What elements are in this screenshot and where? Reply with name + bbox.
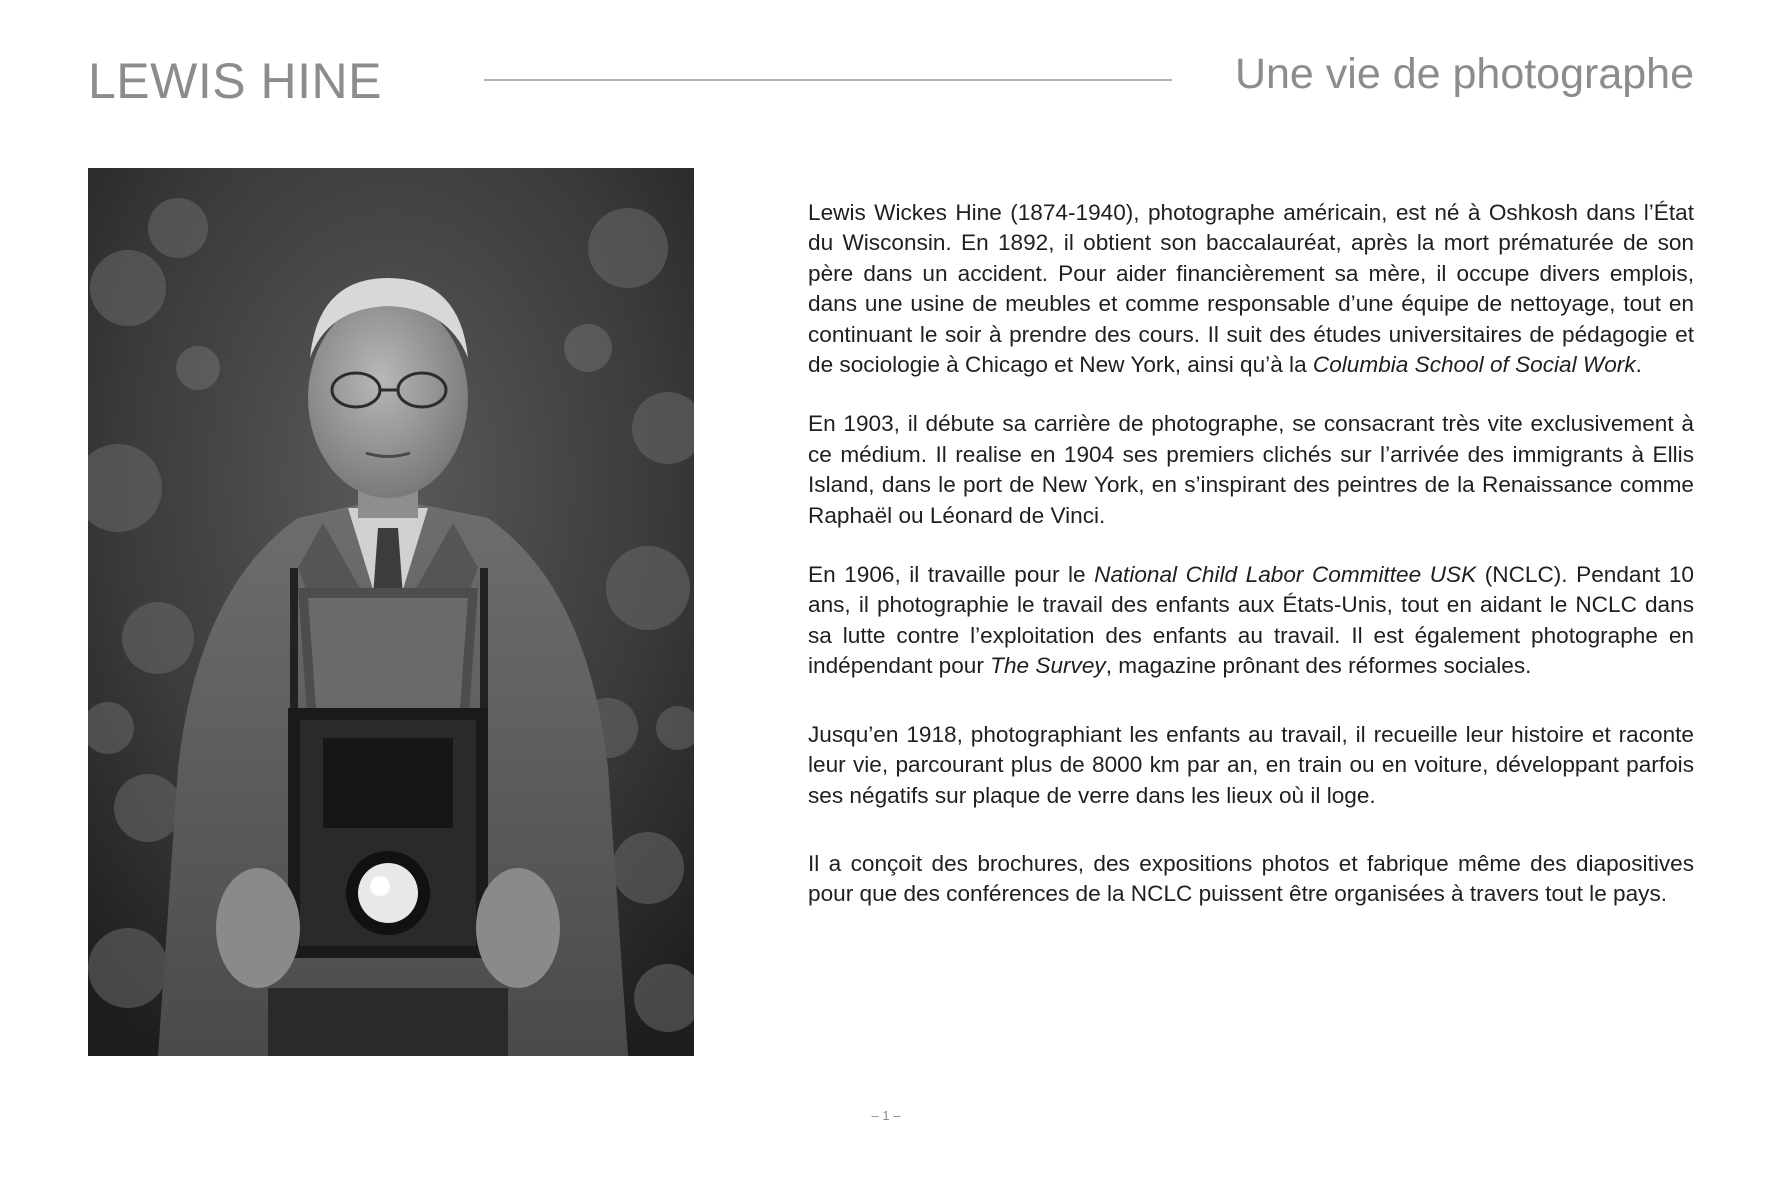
paragraph-4: Jusqu’en 1918, photographiant les enfants au travail, il recueille leur histoire et raconte leur vie, parcourant plus de 8000 km par an, en train ou en voiture, développant parfois ses négatifs sur plaque de verre dans les lieux où il loge. (808, 721, 1694, 808)
italic-school-name: Columbia School of Social Work (1312, 352, 1636, 378)
page-subtitle: Une vie de photographe (1234, 50, 1694, 98)
paragraph-3: En 1906, il travaille pour le National Child Labor Committee USK (NCLC). Pendant 10 ans, il photographie le travail des enfants aux États-Unis, tout en aidant le NCLC dans sa lutte contre l’exploitation des enfants au travail. Il est également photographe en indépendant pour The Survey, magazine prônant des réformes sociales. (808, 562, 1694, 679)
paragraph-1: Lewis Wickes Hine (1874-1940), photographe américain, est né à Oshkosh dans l’État du Wisconsin. En 1892, il obtient son baccalauréat, après la mort prématurée de son père dans un accident. Pour aider financièrement sa mère, il occupe divers emplois, dans une usine de meubles et comme responsable d’une équipe de nettoyage, tout en continuant le soir à prendre des cours. Il suit des études universitaires de pédagogie et de sociologie à Chicago et New York, ainsi qu’à la Columbia School of Social Work. (808, 200, 1694, 378)
portrait-photo (88, 168, 694, 1056)
paragraph-5: Il a conçoit des brochures, des expositions photos et fabrique même des diapositives pour que des conférences de la NCLC puissent être organisées à travers tout le pays. (808, 850, 1694, 907)
page-number: – 1 – (871, 1108, 901, 1123)
page-title: LEWIS HINE (88, 53, 382, 109)
paragraph-2: En 1903, il débute sa carrière de photographe, se consacrant très vite exclusivement à ce médium. Il realise en 1904 ses premiers clichés sur l’arrivée des immigrants à Ellis Island, dans le port de New York, en s’inspirant des peintres de la Renaissance comme Raphaël ou Léonard de Vinci. (808, 411, 1694, 528)
header-divider (484, 79, 1172, 81)
italic-magazine-name: The Survey (990, 653, 1106, 679)
biography-text (808, 198, 1694, 939)
italic-committee-name: National Child Labor Committee USK (1094, 562, 1477, 588)
